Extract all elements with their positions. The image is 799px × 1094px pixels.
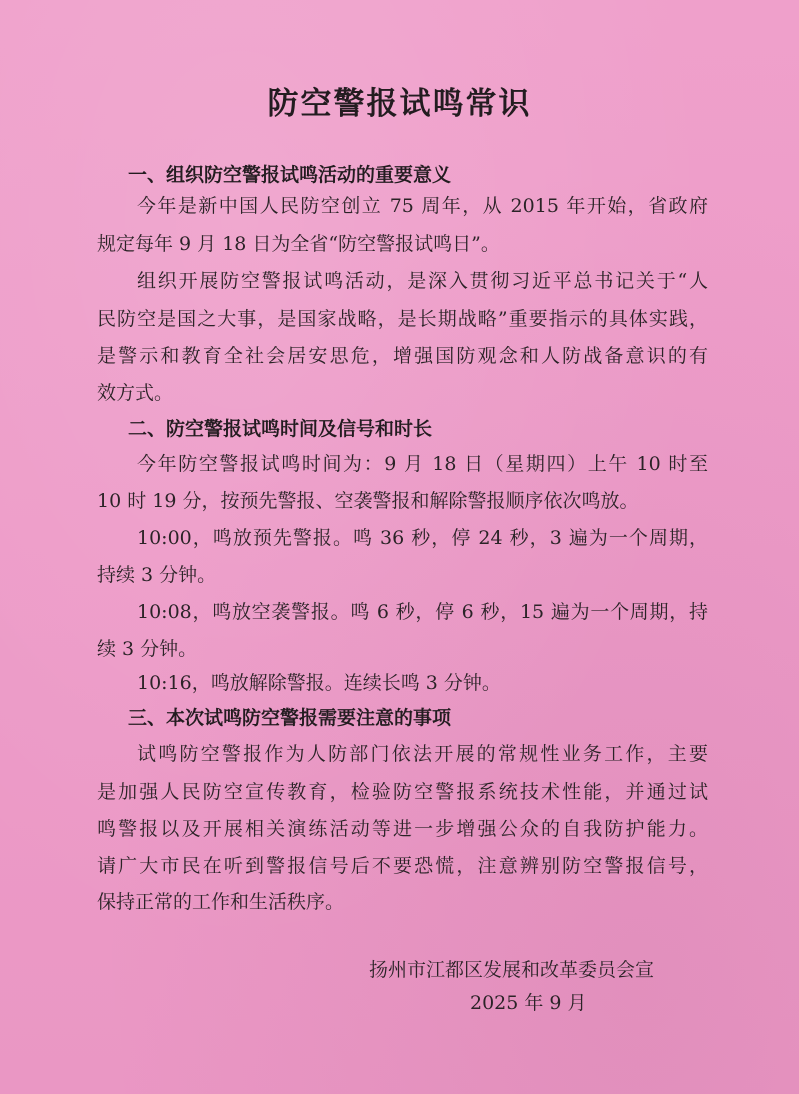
- section-3-p1-line-4: 请广大市民在听到警报信号后不要恐慌，注意辨别防空警报信号，: [97, 855, 708, 877]
- section-2-p3-line-2: 续 3 分钟。: [97, 638, 198, 660]
- section-2-p4-line-1: 10:16，鸣放解除警报。连续长鸣 3 分钟。: [137, 672, 501, 694]
- section-2-p3-line-1: 10:08，鸣放空袭警报。鸣 6 秒，停 6 秒，15 遍为一个周期，持: [137, 601, 708, 623]
- section-2-p1-line-2: 10 时 19 分，按预先警报、空袭警报和解除警报顺序依次鸣放。: [97, 490, 639, 512]
- section-2-heading: 二、防空警报试鸣时间及信号和时长: [128, 418, 433, 440]
- section-3-p1-line-1: 试鸣防空警报作为人防部门依法开展的常规性业务工作，主要: [137, 743, 708, 765]
- section-1-heading: 一、组织防空警报试鸣活动的重要意义: [128, 164, 452, 186]
- section-2-p2-line-2: 持续 3 分钟。: [97, 564, 217, 586]
- section-1-p2-line-1: 组织开展防空警报试鸣活动，是深入贯彻习近平总书记关于“人: [137, 270, 708, 292]
- section-1-p2-line-2: 民防空是国之大事，是国家战略，是长期战略”重要指示的具体实践，: [97, 308, 708, 330]
- issue-date: 2025 年 9 月: [470, 992, 587, 1014]
- section-3-p1-line-5: 保持正常的工作和生活秩序。: [97, 891, 345, 913]
- section-1-p2-line-4: 效方式。: [97, 382, 174, 404]
- section-3-p1-line-3: 鸣警报以及开展相关演练活动等进一步增强公众的自我防护能力。: [97, 818, 708, 840]
- section-3-heading: 三、本次试鸣防空警报需要注意的事项: [128, 707, 452, 729]
- section-1-p1-line-2: 规定每年 9 月 18 日为全省“防空警报试鸣日”。: [97, 233, 500, 255]
- issuer-signature: 扬州市江都区发展和改革委员会宣: [369, 959, 655, 981]
- section-3-p1-line-2: 是加强人民防空宣传教育，检验防空警报系统技术性能，并通过试: [97, 781, 708, 803]
- section-2-p1-line-1: 今年防空警报试鸣时间为：9 月 18 日（星期四）上午 10 时至: [137, 453, 708, 475]
- document-title: 防空警报试鸣常识: [267, 86, 532, 122]
- section-1-p2-line-3: 是警示和教育全社会居安思危，增强国防观念和人防战备意识的有: [97, 345, 708, 367]
- section-1-p1-line-1: 今年是新中国人民防空创立 75 周年，从 2015 年开始，省政府: [137, 195, 708, 217]
- section-2-p2-line-1: 10:00，鸣放预先警报。鸣 36 秒，停 24 秒，3 遍为一个周期，: [137, 527, 708, 549]
